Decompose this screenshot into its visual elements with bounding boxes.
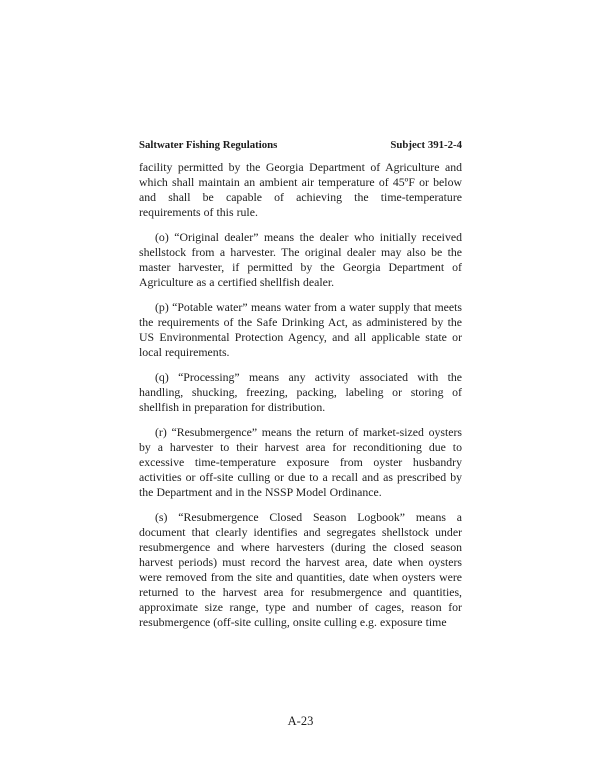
paragraph-definition-p: (p) “Potable water” means water from a water supply that meets the requirements of the Safe Drinking Act, as administered by the US Environmental Protection Agency, and all applicable state or local requirements. xyxy=(139,300,462,359)
running-header-title: Saltwater Fishing Regulations xyxy=(139,139,278,151)
paragraph-definition-q: (q) “Processing” means any activity associated with the handling, shucking, freezing, packing, labeling or storing of shellfish in preparation for distribution. xyxy=(139,370,462,414)
paragraph-definition-o: (o) “Original dealer” means the dealer who initially received shellstock from a harvester. The original dealer may also be the master harvester, if permitted by the Georgia Department of Agriculture as a certified shellfish dealer. xyxy=(139,230,462,289)
running-header xyxy=(139,139,462,151)
paragraph-definition-r: (r) “Resubmergence” means the return of market-sized oysters by a harvester to their harvest area for reconditioning due to excessive time-temperature exposure from oyster husbandry activities or off-site culling or due to a recall and as prescribed by the Department and in the NSSP Model Ordinance. xyxy=(139,425,462,499)
paragraph-continuation: facility permitted by the Georgia Department of Agriculture and which shall maintain an ambient air temperature of 45ºF or below and shall be capable of achieving the time-temperature requirements of this rule. xyxy=(139,160,462,219)
page-number: A-23 xyxy=(287,714,314,728)
running-header-subject: Subject 391-2-4 xyxy=(390,139,462,151)
paragraph-definition-s: (s) “Resubmergence Closed Season Logbook” means a document that clearly identifies and segregates shellstock under resubmergence and where harvesters (during the closed season harvest periods) must record the harvest area, date when oysters were removed from the site and quantities, date when oysters were returned to the harvest area for resubmergence and quantities, approximate size range, type and number of cages, reason for resubmergence (off-site culling, onsite culling e.g. exposure time xyxy=(139,510,462,629)
page-content xyxy=(139,139,462,640)
